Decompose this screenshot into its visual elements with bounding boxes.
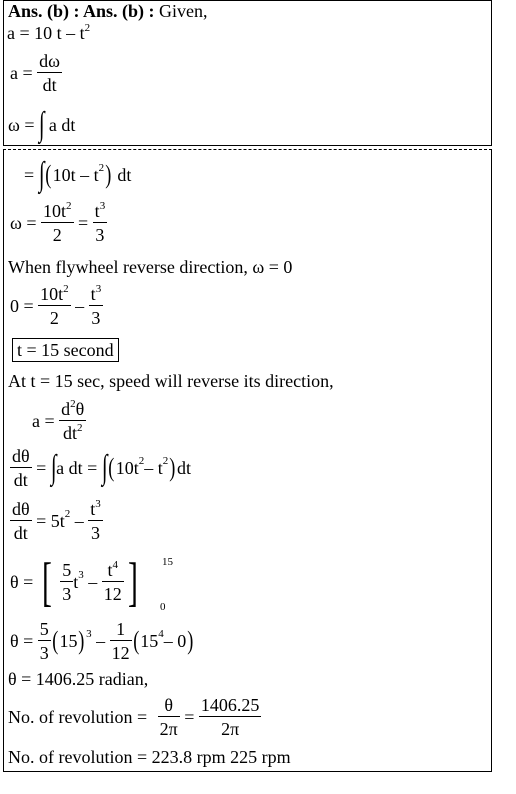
- equation-integral-expanded: = $\int(10t - t^2)$ dt: [24, 156, 132, 193]
- given-label: Given,: [159, 1, 208, 21]
- result-boxed: t = 15 second: [12, 338, 119, 362]
- equation-omega-result: ω = $\frac{10t^2}{2}$ = $\frac{t^3}{3}$: [10, 200, 106, 245]
- answer-label: Ans. (b) : Ans. (b) :: [8, 1, 155, 21]
- equation-dtheta-result: $\frac{d\theta}{dt}$ = $5t^2$ – $\frac{t^3}{3}$: [12, 498, 101, 543]
- equation-angular-accel: a = $\frac{d^2\theta}{dt^2}$: [32, 398, 85, 443]
- integral-icon: ∫: [38, 156, 45, 193]
- integral-icon: ∫: [101, 449, 108, 486]
- answer-header: [8, 2, 208, 20]
- upper-limit: 15: [162, 556, 173, 568]
- lower-limit: 0: [160, 601, 166, 613]
- fraction: $\frac{d\omega}{dt}$: [39, 51, 60, 95]
- integral-icon: ∫: [38, 106, 45, 143]
- integral-icon: ∫: [50, 449, 57, 486]
- equation-zero: 0 = $\frac{10t^2}{2}$ – $\frac{t^3}{3}$: [10, 283, 102, 328]
- equation-accel: a = 10 t – $t^2$: [7, 22, 91, 43]
- given-box: [3, 0, 492, 146]
- equation-theta-values: θ = $\frac{5}{3}$ $(15)^3$ – $\frac{1}{12}$ ($15^4-$ 0): [10, 619, 194, 663]
- equation-revolutions: No. of revolution = $\frac{\theta}{2\pi}$ = $\frac{1406.25}{2\pi}$: [8, 695, 260, 739]
- theta-result-text: θ = 1406.25 radian,: [8, 669, 149, 689]
- equation-omega-integral: ω = ∫ a dt: [8, 106, 76, 143]
- revolutions-result-text: No. of revolution = 223.8 rpm 225 rpm: [8, 747, 291, 767]
- equation-theta-bracket: θ = [ $\frac{5}{3}$ $t^3$ – $\frac{t^4}{12}$ ] 15 0: [10, 552, 173, 613]
- reverse-time-text: At t = 15 sec, speed will reverse its direction,: [8, 371, 334, 391]
- equation-dtheta-integral: $\frac{d\theta}{dt}$ = ∫a dt = $\int(10t^2-$ $t^2)dt$: [12, 446, 191, 490]
- equation-accel-domega: a = $\frac{d\omega}{dt}$: [10, 51, 60, 95]
- reverse-direction-text: When flywheel reverse direction, ω = 0: [8, 257, 293, 277]
